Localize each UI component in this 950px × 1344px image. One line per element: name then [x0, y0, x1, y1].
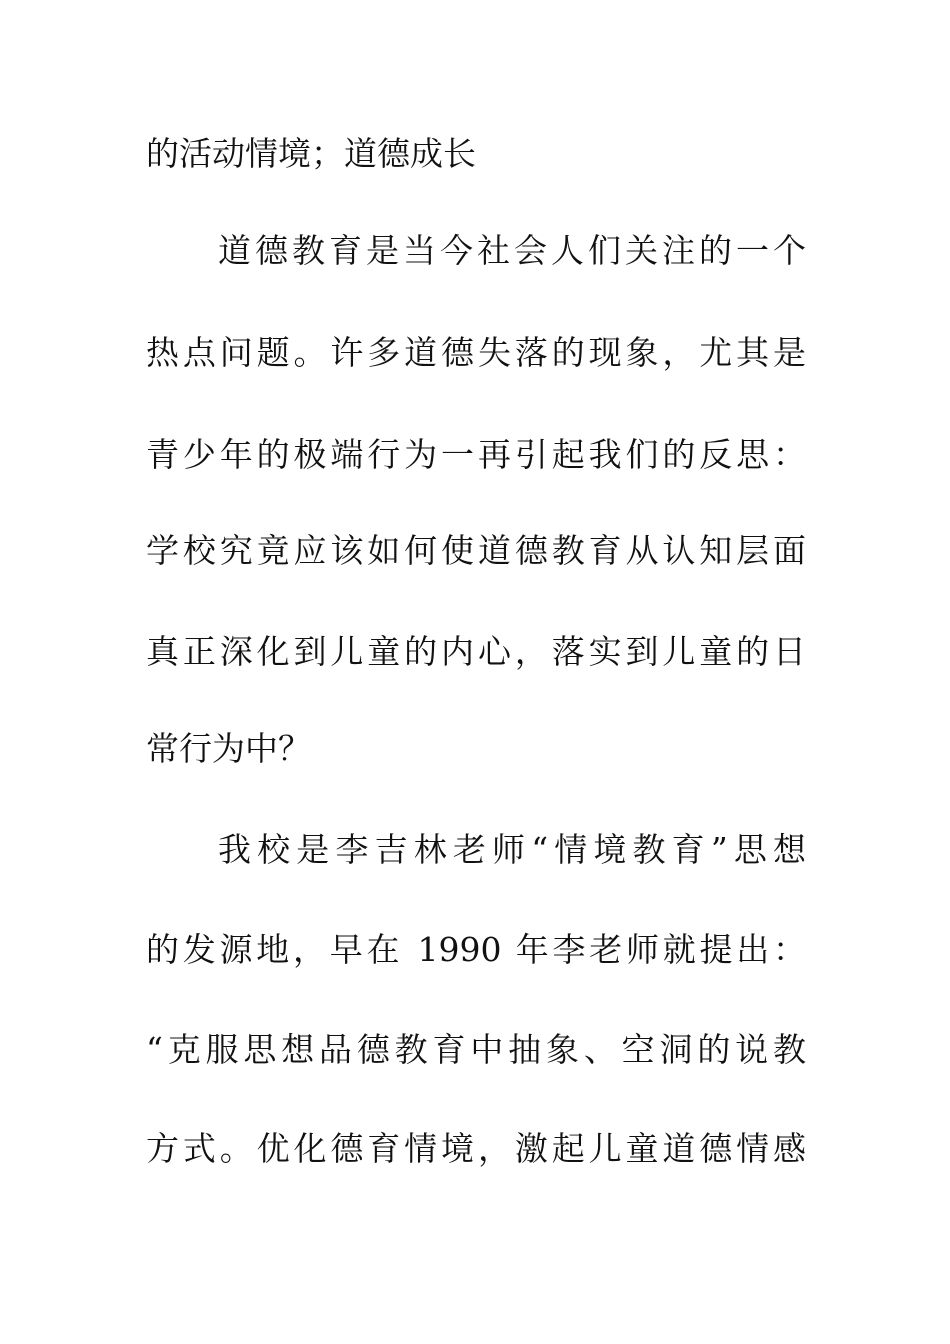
- text-line: 方式。优化德育情境，激起儿童道德情感: [146, 1129, 806, 1168]
- text-line: 学校究竟应该如何使道德教育从认知层面: [146, 531, 806, 570]
- text-line: 常行为中？: [146, 729, 311, 768]
- paragraph-first-line: 道德教育是当今社会人们关注的一个: [218, 231, 806, 270]
- text-line: 的活动情境；道德成长: [146, 134, 476, 173]
- text-line: 热点问题。许多道德失落的现象，尤其是: [146, 333, 806, 372]
- text-line: 青少年的极端行为一再引起我们的反思：: [146, 435, 806, 474]
- text-line: 的发源地，早在 1990 年李老师就提出：: [146, 930, 806, 969]
- text-line: 真正深化到儿童的内心，落实到儿童的日: [146, 632, 806, 671]
- paragraph-first-line: 我校是李吉林老师“情境教育”思想: [218, 830, 806, 869]
- text-line: “克服思想品德教育中抽象、空洞的说教: [146, 1030, 806, 1069]
